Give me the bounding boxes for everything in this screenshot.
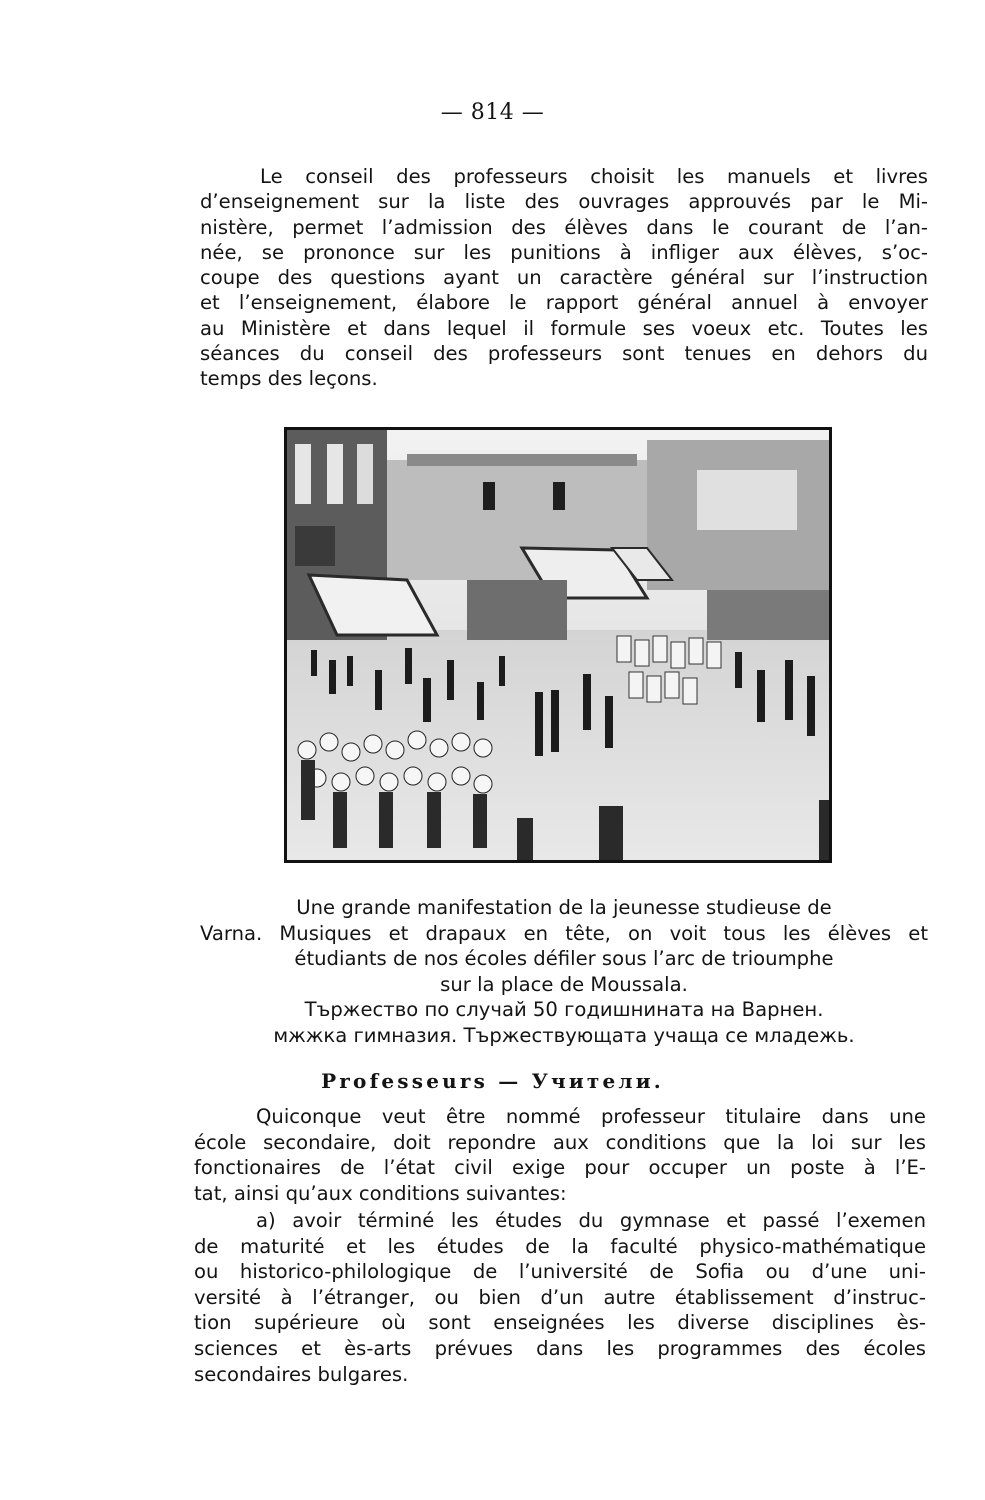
text-line: Quiconque veut être nommé professeur titulaire dans une bbox=[256, 1105, 926, 1128]
paragraph-school-council bbox=[200, 164, 928, 392]
caption-line: sur la place de Moussala. bbox=[440, 972, 688, 996]
caption-line: Varna. Musiques et drapaux en tête, on voit tous les élèves et bbox=[200, 921, 928, 945]
text-line: tat, ainsi qu’aux conditions suivantes: bbox=[194, 1181, 567, 1205]
text-line: au Ministère et dans lequel il formule ses voeux etc. Toutes les bbox=[200, 316, 928, 340]
section-heading: Professeurs — Учители. bbox=[321, 1069, 664, 1093]
text-line: a) avoir términé les études du gymnase et passé l’exemen bbox=[256, 1209, 926, 1232]
text-line: tion supérieure où sont enseignées les diverse disciplines ès- bbox=[194, 1311, 926, 1335]
paragraph-teacher-requirements bbox=[194, 1104, 926, 1206]
text-line: secondaires bulgares. bbox=[194, 1362, 409, 1386]
text-line: séances du conseil des professeurs sont tenues en dehors du bbox=[200, 342, 928, 366]
parade-photograph bbox=[284, 427, 832, 863]
caption-line: Тържество по случай 50 годишнината на Варнен. bbox=[304, 998, 824, 1021]
text-line: versité à l’étranger, ou bien d’un autre établissement d’instruc- bbox=[194, 1285, 926, 1309]
page-number: — 814 — bbox=[440, 100, 545, 125]
text-line: et l’enseignement, élabore le rapport général annuel à envoyer bbox=[200, 291, 928, 315]
text-line: nistère, permet l’admission des élèves dans le courant de l’an- bbox=[200, 215, 928, 239]
caption-line: étudiants de nos écoles défiler sous l’arc de trioumphe bbox=[294, 947, 834, 970]
text-line: née, se prononce sur les punitions à infliger aux élèves, s’oc- bbox=[200, 240, 928, 264]
text-line: coupe des questions ayant un caractère général sur l’instruction bbox=[200, 266, 928, 290]
text-line: d’enseignement sur la liste des ouvrages approuvés par le Mi- bbox=[200, 190, 928, 214]
text-line: sciences et ès-arts prévues dans les programmes des écoles bbox=[194, 1336, 926, 1360]
caption-line: Une grande manifestation de la jeunesse studieuse de bbox=[296, 896, 832, 919]
text-line: fonctionaires de l’état civil exige pour occuper un poste à l’E- bbox=[194, 1156, 926, 1180]
photo-caption bbox=[200, 895, 928, 1048]
text-line: Le conseil des professeurs choisit les manuels et livres bbox=[260, 165, 928, 188]
paragraph-condition-a bbox=[194, 1208, 926, 1387]
text-line: temps des leçons. bbox=[200, 367, 378, 391]
text-line: de maturité et les études de la faculté physico-mathématique bbox=[194, 1234, 926, 1258]
text-line: ou historico-philologique de l’université de Sofia ou d’une uni- bbox=[194, 1260, 926, 1284]
text-line: école secondaire, doit repondre aux conditions que la loi sur les bbox=[194, 1130, 926, 1154]
caption-line: мжжка гимназия. Тържествующата учаща се младежь. bbox=[273, 1023, 855, 1047]
